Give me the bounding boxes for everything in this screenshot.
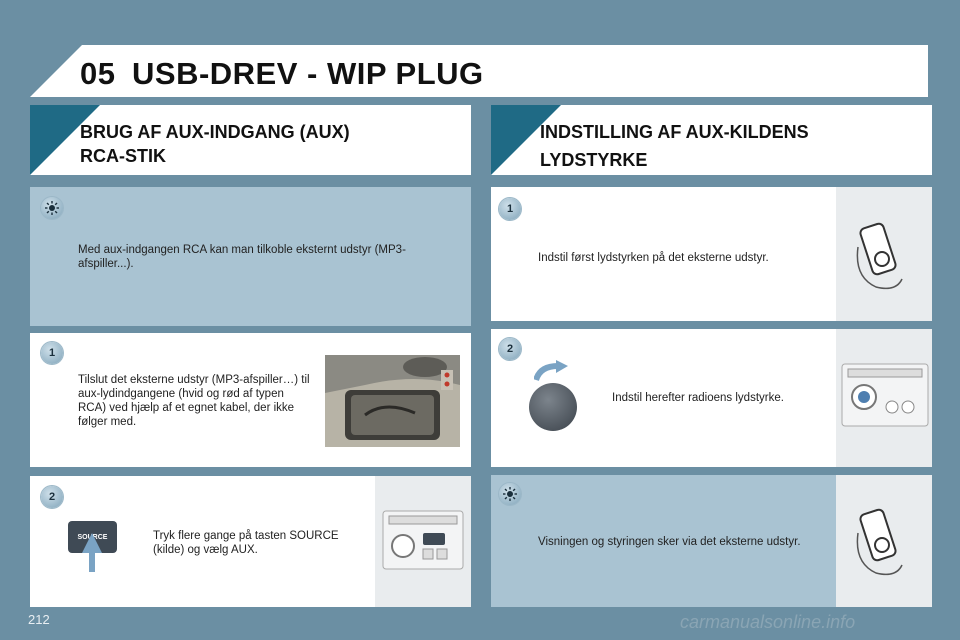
step-badge-2-right: 2	[499, 338, 521, 360]
volume-knob-icon	[529, 383, 577, 431]
left-section-title	[80, 120, 350, 168]
radio-volume-image	[836, 329, 932, 467]
right-step2-text: Indstil herefter radioens lydstyrke.	[612, 392, 784, 404]
tip-icon-right	[499, 483, 521, 505]
left-heading-line2: RCA-STIK	[80, 146, 166, 166]
right-heading-line2: LYDSTYRKE	[540, 150, 648, 170]
glovebox-photo	[325, 355, 460, 447]
step-badge-2: 2	[41, 486, 63, 508]
mp3-player-image-1	[836, 187, 932, 321]
left-info-text: Med aux-indgangen RCA kan man tilkoble eksternt udstyr (MP3-afspiller...).	[78, 244, 406, 270]
watermark: carmanualsonline.info	[680, 612, 856, 632]
left-step2-text: Tryk flere gange på tasten SOURCE (kilde) og vælg AUX.	[153, 530, 339, 556]
step-badge-1-right: 1	[499, 198, 521, 220]
radio-panel-image	[375, 476, 471, 607]
right-step1-text: Indstil først lydstyrken på det eksterne udstyr.	[538, 252, 769, 264]
page-number: 212	[28, 612, 50, 627]
tip-icon	[41, 197, 63, 219]
right-heading-line1: INDSTILLING AF AUX-KILDENS	[540, 122, 809, 142]
source-button: SOURCE	[68, 521, 117, 553]
left-step1-text: Tilslut det eksterne udstyr (MP3-afspiller…) til aux-lydindgangene (hvid og rød af typen RCA) ved hjælp af et egnet kabel, der ikke følger med.	[78, 374, 310, 428]
right-info-text: Visningen og styringen sker via det eksterne udstyr.	[538, 536, 801, 548]
header-corner	[30, 45, 82, 97]
step-badge-1: 1	[41, 342, 63, 364]
page-title: USB-DREV - WIP PLUG	[132, 56, 484, 91]
mp3-player-image-2	[836, 475, 932, 607]
right-section-title	[540, 120, 809, 172]
chapter-number: 05	[80, 56, 116, 91]
left-heading-line1: BRUG AF AUX-INDGANG (AUX)	[80, 122, 350, 142]
press-arrow-icon	[82, 533, 102, 553]
press-arrow-stem	[89, 552, 95, 572]
